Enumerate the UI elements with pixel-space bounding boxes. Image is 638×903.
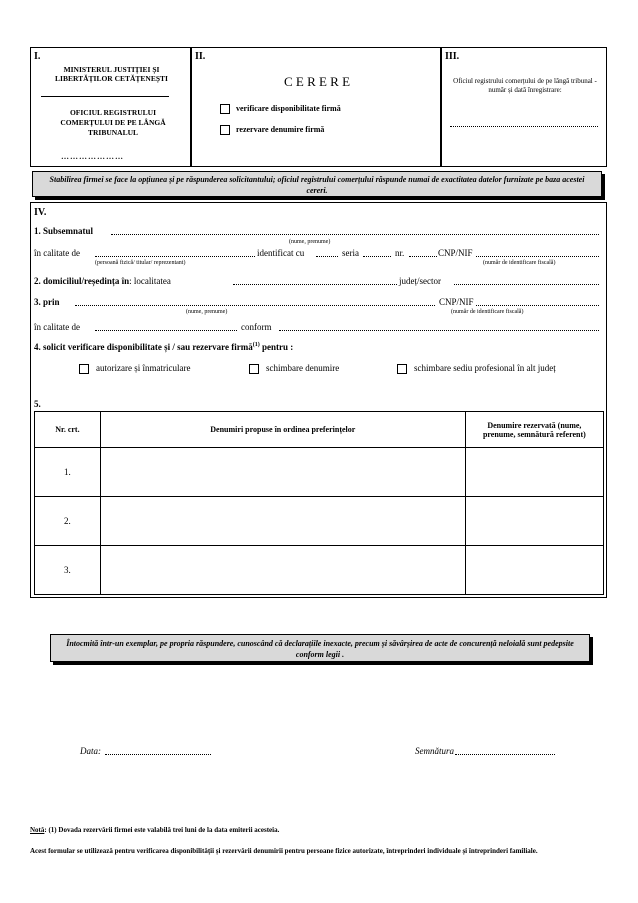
option-verificare bbox=[220, 104, 341, 114]
field-calitate[interactable] bbox=[95, 256, 255, 257]
header-nr-crt: Nr. crt. bbox=[35, 412, 101, 448]
tribunal-dots: ………………… bbox=[61, 152, 124, 161]
ministry-name: MINISTERUL JUSTIȚIEI ȘI LIBERTĂȚILOR CETĂȚENEȘTI bbox=[55, 65, 168, 83]
field-conform[interactable] bbox=[279, 330, 599, 331]
hint-nume-2: (nume, prenume) bbox=[186, 309, 228, 315]
reserved-cell[interactable] bbox=[465, 546, 603, 595]
label-seria: seria bbox=[342, 248, 359, 258]
line-solicit bbox=[34, 342, 293, 352]
hint-cnp-1: (număr de identificare fiscală) bbox=[483, 260, 556, 266]
label-identificat: identificat cu bbox=[257, 248, 305, 258]
option-schimbare-sediu bbox=[397, 363, 556, 374]
label-conform: conform bbox=[241, 322, 272, 332]
footnote-ref: (1) bbox=[252, 342, 260, 348]
row-number: 1. bbox=[35, 448, 101, 497]
option-schimbare-sediu-label: schimbare sediu profesional în alt județ bbox=[414, 363, 556, 373]
section-4-number: IV. bbox=[34, 207, 47, 218]
option-autorizare-label: autorizare și înmatriculare bbox=[96, 363, 191, 373]
field-nr[interactable] bbox=[409, 256, 437, 257]
nota-text: : (1) Dovada rezervării firmei este valabilă trei luni de la data emiterii acesteia. bbox=[44, 826, 280, 834]
section-2-box bbox=[191, 47, 441, 167]
label-calitate-2: în calitate de bbox=[34, 322, 80, 332]
label-domiciliu: 2. domiciliul/reședința în bbox=[34, 276, 130, 286]
line-domiciliu bbox=[34, 276, 171, 286]
registration-field[interactable] bbox=[450, 126, 598, 127]
footnote bbox=[30, 826, 279, 834]
label-pentru: pentru : bbox=[259, 342, 294, 352]
label-cnp-2: CNP/NIF bbox=[439, 297, 474, 307]
option-schimbare-denumire bbox=[249, 363, 339, 374]
option-rezervare-label: rezervare denumire firmă bbox=[236, 125, 325, 134]
table-row bbox=[35, 448, 604, 497]
ministry-divider bbox=[41, 96, 169, 97]
reserved-cell[interactable] bbox=[465, 497, 603, 546]
label-subsemnatul: 1. Subsemnatul bbox=[34, 226, 94, 236]
table-row bbox=[35, 546, 604, 595]
field-cnp-2[interactable] bbox=[476, 305, 599, 306]
option-verificare-label: verificare disponibilitate firmă bbox=[236, 104, 341, 113]
label-prin: 3. prin bbox=[34, 297, 60, 307]
field-cnp-1[interactable] bbox=[476, 256, 599, 257]
header-denumiri: Denumiri propuse în ordinea preferințelor bbox=[100, 412, 465, 448]
checkbox-schimbare-sediu[interactable] bbox=[397, 364, 407, 374]
field-seria[interactable] bbox=[363, 256, 391, 257]
checkbox-verificare[interactable] bbox=[220, 104, 230, 114]
name-cell[interactable] bbox=[100, 448, 465, 497]
notice-top-text: Stabilirea firmei se face la opțiunea și pe răspunderea solicitantului; oficiul registrului comerțului răspunde numai de exactitatea datelor furnizate pe baza acestei cereri. bbox=[49, 175, 585, 195]
request-title: C E R E R E bbox=[283, 74, 351, 89]
section-2-number: II. bbox=[195, 51, 206, 62]
notice-bottom bbox=[50, 634, 590, 662]
section-3-box bbox=[441, 47, 607, 167]
name-cell[interactable] bbox=[100, 546, 465, 595]
header-denumire-rezervata: Denumire rezervată (nume, prenume, semnătură referent) bbox=[465, 412, 603, 448]
field-calitate-2[interactable] bbox=[95, 330, 237, 331]
field-localitatea[interactable] bbox=[233, 284, 397, 285]
row-number: 3. bbox=[35, 546, 101, 595]
section-1-box bbox=[30, 47, 191, 167]
signature-field[interactable] bbox=[455, 754, 555, 755]
checkbox-autorizare[interactable] bbox=[79, 364, 89, 374]
label-nr: nr. bbox=[395, 248, 405, 258]
signature-label: Semnătura bbox=[415, 746, 454, 756]
option-rezervare bbox=[220, 125, 324, 135]
usage-note: Acest formular se utilizează pentru verificarea disponibilității și rezervării denumirii pentru persoane fizice autorizate, întreprinderi individuale și întreprinderi familiale. bbox=[30, 847, 538, 855]
label-calitate: în calitate de bbox=[34, 248, 80, 258]
notice-top bbox=[32, 171, 602, 197]
checkbox-rezervare[interactable] bbox=[220, 125, 230, 135]
nota-label: Notă bbox=[30, 826, 45, 834]
date-field[interactable] bbox=[105, 754, 211, 755]
hint-cnp-2: (număr de identificare fiscală) bbox=[451, 309, 524, 315]
label-judet: județ/sector bbox=[399, 276, 441, 286]
section-3-number: III. bbox=[445, 51, 460, 62]
field-prin[interactable] bbox=[75, 305, 435, 306]
option-autorizare bbox=[79, 363, 190, 374]
field-judet[interactable] bbox=[454, 284, 599, 285]
label-solicit: 4. solicit verificare disponibilitate și / sau rezervare firmă bbox=[34, 342, 253, 352]
checkbox-schimbare-denumire[interactable] bbox=[249, 364, 259, 374]
hint-calitate: (persoană fizică/ titular/ reprezentant) bbox=[95, 260, 186, 266]
date-label: Data: bbox=[80, 746, 101, 756]
hint-nume-1: (nume, prenume) bbox=[289, 239, 331, 245]
item-5-label: 5. bbox=[34, 399, 41, 409]
section-1-number: I. bbox=[34, 51, 41, 62]
field-identificat[interactable] bbox=[316, 256, 338, 257]
notice-bottom-text: Întocmită într-un exemplar, pe propria răspundere, cunoscând că declarațiile inexacte, precum și săvârșirea de acte de concurență neloială sunt pedepsite conform legii . bbox=[66, 639, 574, 659]
table-row bbox=[35, 497, 604, 546]
field-subsemnatul[interactable] bbox=[111, 234, 599, 235]
option-schimbare-denumire-label: schimbare denumire bbox=[266, 363, 340, 373]
label-cnp-1: CNP/NIF bbox=[438, 248, 473, 258]
registration-text: Oficiul registrului comerțului de pe lângă tribunal - număr și dată înregistrare: bbox=[453, 77, 597, 94]
label-localitatea: : localitatea bbox=[129, 276, 171, 286]
name-cell[interactable] bbox=[100, 497, 465, 546]
row-number: 2. bbox=[35, 497, 101, 546]
office-name: OFICIUL REGISTRULUI COMERȚULUI DE PE LÂNGĂ TRIBUNALUL bbox=[60, 108, 166, 137]
names-table bbox=[34, 411, 604, 595]
reserved-cell[interactable] bbox=[465, 448, 603, 497]
